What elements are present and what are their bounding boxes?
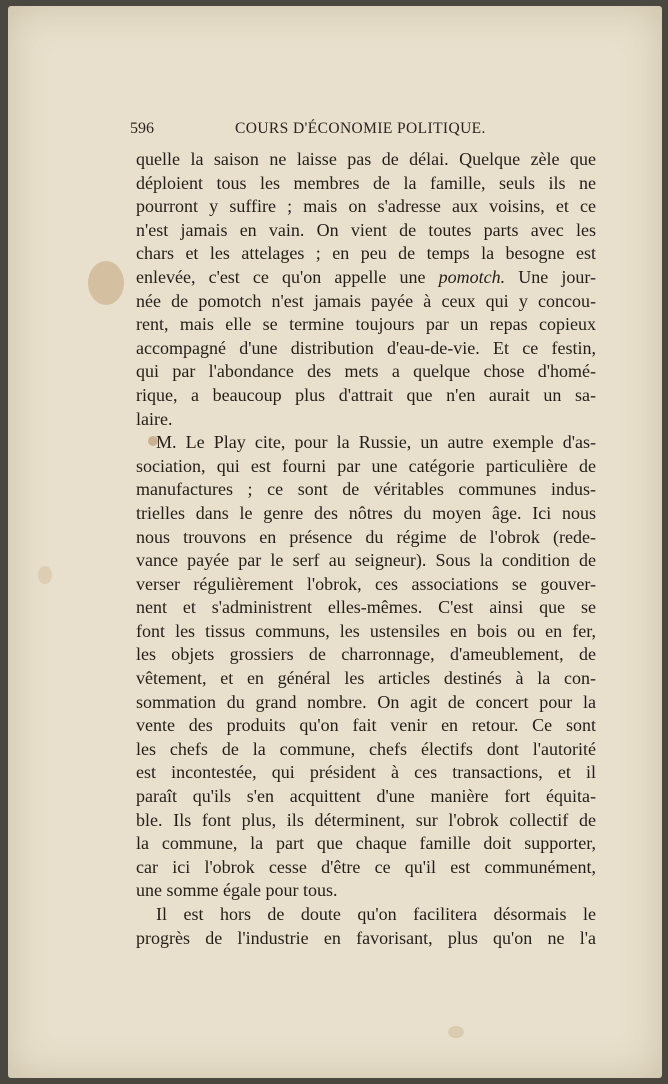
text-segment: Une jour- — [518, 266, 596, 287]
text-line: une somme égale pour tous. — [136, 880, 338, 901]
text-line: M. Le Play cite, pour la Russie, un autre exemple d'as- — [156, 432, 596, 453]
text-line — [136, 266, 596, 290]
text-line: sommation du grand nombre. On agit de concert pour la — [136, 691, 596, 712]
text-line: font les tissus communs, les ustensiles en bois ou en fer, — [136, 620, 596, 641]
text-line: sociation, qui est fourni par une catégorie particulière de — [136, 455, 596, 476]
text-line: car ici l'obrok cesse d'être ce qu'il est communément, — [136, 856, 596, 877]
running-title: COURS D'ÉCONOMIE POLITIQUE. — [235, 120, 486, 137]
text-line: les objets grossiers de charronnage, d'ameublement, de — [136, 644, 596, 665]
text-line: vente des produits qu'on fait venir en retour. Ce sont — [136, 715, 596, 736]
text-line: vance payée par le serf au seigneur). Sous la condition de — [136, 550, 596, 571]
text-line: progrès de l'industrie en favorisant, plus qu'on ne l'a — [136, 927, 596, 948]
foxing-stain — [38, 566, 52, 584]
text-line: pourront y suffire ; mais on s'adresse aux voisins, et ce — [136, 196, 596, 217]
text-line: trielles dans le genre des nôtres du moyen âge. Ici nous — [136, 502, 596, 523]
text-line: n'est jamais en vain. On vient de toutes parts avec les — [136, 219, 596, 240]
text-line: née de pomotch n'est jamais payée à ceux qui y concou- — [136, 290, 596, 311]
text-line: paraît qu'ils s'en acquittent d'une manière fort équita- — [136, 786, 596, 807]
text-line: les chefs de la commune, chefs électifs dont l'autorité — [136, 738, 596, 759]
text-line: ble. Ils font plus, ils déterminent, sur l'obrok collectif de — [136, 809, 596, 830]
text-segment: enlevée, c'est ce qu'on appelle une — [136, 266, 426, 287]
text-line: qui par l'abondance des mets a quelque chose d'homé- — [136, 361, 596, 382]
text-line: chars et les attelages ; en peu de temps la besogne est — [136, 243, 596, 264]
body-text — [136, 148, 596, 950]
text-line: vêtement, et en général les articles destinés à la con- — [136, 668, 596, 689]
text-line: verser régulièrement l'obrok, ces associations se gouver- — [136, 573, 596, 594]
text-line: accompagné d'une distribution d'eau-de-vie. Et ce festin, — [136, 337, 596, 358]
text-line: rique, a beaucoup plus d'attrait que n'en aurait un sa- — [136, 384, 596, 405]
text-line: quelle la saison ne laisse pas de délai. Quelque zèle que — [136, 149, 596, 169]
foxing-stain — [448, 1026, 464, 1038]
text-line: la commune, la part que chaque famille doit supporter, — [136, 833, 596, 854]
text-line: Il est hors de doute qu'on facilitera désormais le — [156, 904, 596, 924]
text-line: nent et s'administrent elles-mêmes. C'est ainsi que se — [136, 597, 596, 618]
running-header — [130, 120, 596, 142]
text-line: est incontestée, qui président à ces transactions, et il — [136, 762, 596, 783]
text-line: nous trouvons en présence du régime de l'obrok (rede- — [136, 526, 596, 547]
text-line: manufactures ; ce sont de véritables communes indus- — [136, 479, 596, 500]
page-number: 596 — [130, 120, 154, 137]
text-line: déploient tous les membres de la famille, seuls ils ne — [136, 172, 596, 193]
text-line: rent, mais elle se termine toujours par un repas copieux — [136, 314, 596, 335]
foxing-stain — [88, 261, 124, 305]
italic-term: pomotch. — [438, 266, 506, 287]
text-line: laire. — [136, 408, 173, 429]
